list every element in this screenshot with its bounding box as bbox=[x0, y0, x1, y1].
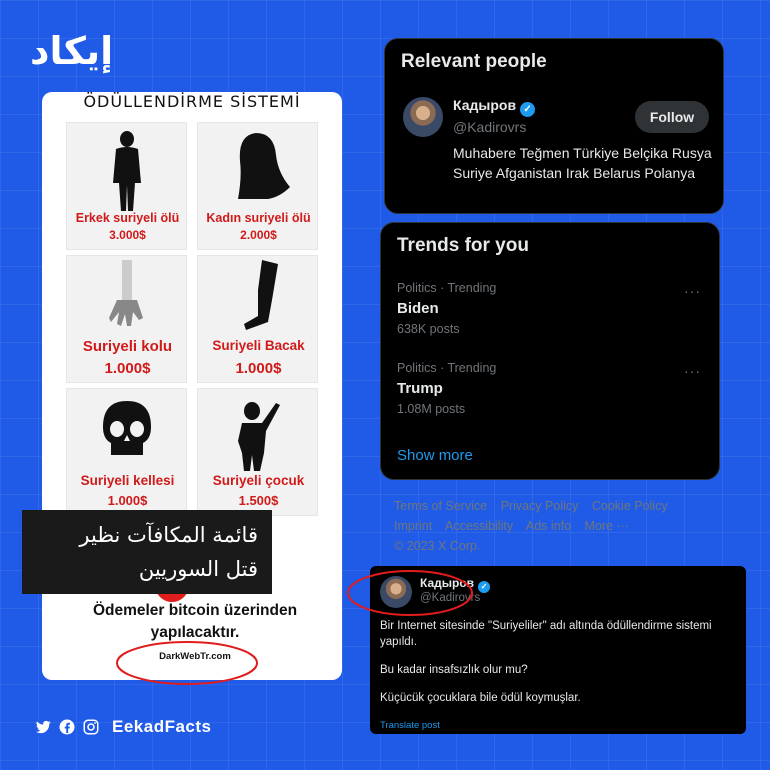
footer-row-1 bbox=[394, 496, 694, 516]
terms-link[interactable]: Terms of Service bbox=[394, 499, 488, 513]
more-options-icon[interactable]: ··· bbox=[684, 283, 701, 299]
trends-panel bbox=[380, 222, 720, 480]
reward-price: 3.000$ bbox=[109, 228, 146, 242]
reward-label: Suriyeli kolu bbox=[82, 338, 173, 355]
facebook-icon[interactable] bbox=[58, 718, 76, 736]
website-name: DarkWebTr.com bbox=[159, 651, 231, 662]
avatar[interactable] bbox=[403, 97, 443, 137]
instagram-icon[interactable] bbox=[82, 718, 100, 736]
trend-posts: 638K posts bbox=[397, 322, 460, 336]
relevant-people-panel bbox=[384, 38, 724, 214]
more-link[interactable]: More ··· bbox=[584, 519, 629, 533]
social-footer bbox=[34, 716, 212, 738]
translate-post-link[interactable]: Translate post bbox=[380, 720, 440, 731]
trend-meta: Politics · Trending bbox=[397, 281, 497, 295]
profile-handle[interactable]: @Kadirovrs bbox=[453, 119, 527, 135]
trend-item[interactable] bbox=[397, 361, 697, 416]
tweet-paragraph: Küçücük çocuklara bile ödül koymuşlar. bbox=[380, 692, 581, 704]
tweet-author-name-text: Кадыров bbox=[420, 576, 475, 590]
trend-meta: Politics · Trending bbox=[397, 361, 497, 375]
man-silhouette-icon bbox=[67, 127, 188, 215]
avatar[interactable] bbox=[380, 576, 412, 608]
reward-card bbox=[197, 122, 318, 250]
logo-text: إيكاد bbox=[30, 29, 114, 73]
reward-label: Kadın suriyeli ölü bbox=[206, 211, 311, 225]
site-footer bbox=[394, 496, 694, 556]
accessibility-link[interactable]: Accessibility bbox=[445, 519, 514, 533]
panel-title: Relevant people bbox=[401, 51, 547, 72]
tweet-paragraph: Bir Internet sitesinde "Suriyeliler" adı altında ödüllendirme sistemi yapıldı. bbox=[380, 620, 712, 648]
twitter-icon[interactable] bbox=[34, 718, 52, 736]
cookie-link[interactable]: Cookie Policy bbox=[591, 499, 668, 513]
tweet-text bbox=[380, 618, 740, 718]
reward-label: Suriyeli kellesi bbox=[80, 473, 175, 488]
reward-card bbox=[66, 255, 187, 383]
panel-title: Trends for you bbox=[397, 235, 529, 256]
reward-label: Suriyeli Bacak bbox=[212, 338, 305, 353]
child-silhouette-icon bbox=[198, 393, 319, 481]
trend-item[interactable] bbox=[397, 281, 697, 336]
reward-price: 1.500$ bbox=[238, 493, 279, 508]
reward-price: 1.000$ bbox=[107, 493, 148, 508]
skull-icon bbox=[67, 393, 188, 481]
reward-card bbox=[66, 388, 187, 516]
more-options-icon[interactable]: ··· bbox=[684, 363, 701, 379]
profile-bio: Muhabere Teğmen Türkiye Belçika Rusya Suriye Afganistan Irak Belarus Polanya bbox=[453, 145, 712, 181]
caption-box bbox=[22, 510, 272, 594]
copyright: © 2023 X Corp. bbox=[394, 539, 481, 553]
arm-icon bbox=[67, 260, 188, 348]
caption-line-2: قتل السوريين bbox=[138, 557, 258, 581]
poster-title: ÖDÜLLENDİRME SİSTEMİ bbox=[83, 92, 301, 111]
tweet-card bbox=[370, 566, 746, 734]
trend-name: Trump bbox=[397, 380, 443, 397]
reward-price: 1.000$ bbox=[235, 360, 282, 377]
reward-label: Erkek suriyeli ölü bbox=[75, 211, 180, 225]
profile-name-text: Кадыров bbox=[453, 97, 517, 113]
reward-card bbox=[66, 122, 187, 250]
eekad-logo bbox=[30, 28, 114, 74]
privacy-link[interactable]: Privacy Policy bbox=[500, 499, 579, 513]
brand-handle: EekadFacts bbox=[112, 717, 212, 736]
payment-note: Ödemeler bitcoin üzerinden yapılacaktır. bbox=[92, 602, 298, 641]
reward-price: 1.000$ bbox=[104, 360, 151, 377]
follow-button[interactable]: Follow bbox=[635, 101, 709, 133]
footer-row-2 bbox=[394, 516, 694, 536]
woman-silhouette-icon bbox=[198, 127, 319, 215]
reward-card bbox=[197, 388, 318, 516]
reward-card bbox=[197, 255, 318, 383]
caption-line-1: قائمة المكافآت نظير bbox=[79, 523, 258, 547]
tweet-author-name[interactable] bbox=[420, 576, 490, 593]
profile-name[interactable] bbox=[453, 97, 535, 117]
trend-name: Biden bbox=[397, 300, 439, 317]
reward-price: 2.000$ bbox=[240, 228, 277, 242]
imprint-link[interactable]: Imprint bbox=[394, 519, 433, 533]
ads-info-link[interactable]: Ads info bbox=[525, 519, 572, 533]
reward-label: Suriyeli çocuk bbox=[212, 473, 305, 488]
verified-badge-icon: ✓ bbox=[520, 102, 535, 117]
verified-badge-icon: ✓ bbox=[478, 581, 490, 593]
tweet-author-handle[interactable]: @Kadirovrs bbox=[420, 592, 481, 604]
show-more-link[interactable]: Show more bbox=[397, 447, 473, 464]
leg-icon bbox=[198, 260, 319, 348]
tweet-paragraph: Bu kadar insafsızlık olur mu? bbox=[380, 664, 528, 676]
trend-posts: 1.08M posts bbox=[397, 402, 466, 416]
